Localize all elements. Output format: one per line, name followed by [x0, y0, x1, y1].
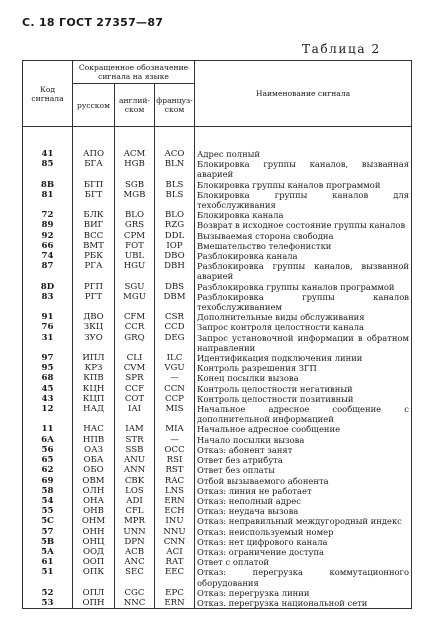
cell-ru: ОБО	[73, 465, 115, 475]
cell-en: CBK	[115, 476, 155, 486]
cell-code: 66	[23, 241, 73, 251]
cell-fr: BLS	[155, 180, 195, 190]
cell-fr: IOP	[155, 241, 195, 251]
cell-code: 5A	[23, 547, 73, 557]
cell-en: MGB	[115, 190, 155, 210]
table-row	[23, 496, 412, 506]
cell-fr: MIA	[155, 424, 195, 434]
cell-fr: BLS	[155, 190, 195, 210]
cell-name: Разблокировка канала	[195, 251, 412, 261]
cell-code: 65	[23, 455, 73, 465]
cell-fr: ERN	[155, 496, 195, 506]
cell-code: 11	[23, 424, 73, 434]
cell-en: SPR	[115, 373, 155, 383]
cell-en: ANC	[115, 557, 155, 567]
cell-name: Разблокировка группы каналов программой	[195, 282, 412, 292]
cell-en: CVM	[115, 363, 155, 373]
cell-en: UBL	[115, 251, 155, 261]
cell-code: 53	[23, 598, 73, 609]
table-row	[23, 282, 412, 292]
cell-ru: ОПК	[73, 567, 115, 587]
cell-ru: ОБА	[73, 455, 115, 465]
table-row	[23, 476, 412, 486]
cell-fr: RSI	[155, 455, 195, 465]
cell-en: BLO	[115, 210, 155, 220]
cell-code: 85	[23, 159, 73, 179]
cell-code: 81	[23, 190, 73, 210]
cell-code: 83	[23, 292, 73, 312]
cell-name: Ответ без оплаты	[195, 465, 412, 475]
cell-ru: ОПН	[73, 598, 115, 609]
cell-en: GRQ	[115, 333, 155, 353]
table-row	[23, 384, 412, 394]
cell-en: SGB	[115, 180, 155, 190]
cell-code: 62	[23, 465, 73, 475]
cell-ru: РГТ	[73, 292, 115, 312]
cell-ru: КЦП	[73, 394, 115, 404]
cell-fr: ECH	[155, 506, 195, 516]
cell-name: Разблокировка группы каналов, вызванной аварией	[195, 261, 412, 281]
cell-ru: НАС	[73, 424, 115, 434]
cell-en: CPM	[115, 231, 155, 241]
cell-name: Отказ: неправильный междугородный индекс	[195, 516, 412, 526]
cell-code: 8D	[23, 282, 73, 292]
cell-fr: ILC	[155, 353, 195, 363]
cell-code: 5C	[23, 516, 73, 526]
cell-en: CCR	[115, 322, 155, 332]
cell-ru: ВМТ	[73, 241, 115, 251]
cell-en: COT	[115, 394, 155, 404]
cell-en: SEC	[115, 567, 155, 587]
cell-fr: EPC	[155, 588, 195, 598]
cell-ru: БГА	[73, 159, 115, 179]
cell-code: 69	[23, 476, 73, 486]
table-row	[23, 435, 412, 445]
cell-code: 56	[23, 445, 73, 455]
cell-fr: CCN	[155, 384, 195, 394]
cell-fr: CCP	[155, 394, 195, 404]
cell-code: 68	[23, 373, 73, 383]
cell-name: Отказ: ограничение доступа	[195, 547, 412, 557]
cell-en: SSB	[115, 445, 155, 455]
cell-en: LOS	[115, 486, 155, 496]
table-row	[23, 516, 412, 526]
cell-ru: РГП	[73, 282, 115, 292]
cell-name: Блокировка группы каналов программой	[195, 180, 412, 190]
cell-fr: ERN	[155, 598, 195, 609]
cell-name: Отказ: линия не работает	[195, 486, 412, 496]
cell-code: 31	[23, 333, 73, 353]
cell-name: Запрос контроля целостности канала	[195, 322, 412, 332]
cell-en: NNC	[115, 598, 155, 609]
cell-name: Отказ: нет цифрового канала	[195, 537, 412, 547]
cell-name: Адрес полный	[195, 149, 412, 159]
cell-ru: КПВ	[73, 373, 115, 383]
table-row	[23, 567, 412, 587]
table-row	[23, 353, 412, 363]
cell-ru: БЛК	[73, 210, 115, 220]
table-row	[23, 373, 412, 383]
table-row	[23, 527, 412, 537]
cell-name: Дополнительные виды обслуживания	[195, 312, 412, 322]
table-body	[23, 127, 412, 609]
cell-name: Запрос установочной информации в обратном направлении	[195, 333, 412, 353]
cell-ru: ВСС	[73, 231, 115, 241]
cell-en: HGB	[115, 159, 155, 179]
cell-code: 89	[23, 220, 73, 230]
cell-ru: НПВ	[73, 435, 115, 445]
cell-ru: РГА	[73, 261, 115, 281]
cell-fr: RAC	[155, 476, 195, 486]
col-header-name: Наименование сигнала	[195, 61, 412, 127]
cell-name: Вызываемая сторона свободна	[195, 231, 412, 241]
cell-ru: ОНА	[73, 496, 115, 506]
table-row	[23, 312, 412, 322]
cell-name: Контроль целостности позитивный	[195, 394, 412, 404]
cell-name: Вмешательство телефонистки	[195, 241, 412, 251]
table-row	[23, 404, 412, 424]
cell-en: SGU	[115, 282, 155, 292]
cell-fr: ACO	[155, 149, 195, 159]
cell-ru: НАД	[73, 404, 115, 424]
cell-fr: NNU	[155, 527, 195, 537]
table-row	[23, 159, 412, 179]
table-row	[23, 394, 412, 404]
cell-fr: BLN	[155, 159, 195, 179]
table-row	[23, 506, 412, 516]
cell-name: Конец посылки вызова	[195, 373, 412, 383]
cell-name: Разблокировка группы каналов техобслуживанием	[195, 292, 412, 312]
cell-fr: DDL	[155, 231, 195, 241]
cell-fr: BLO	[155, 210, 195, 220]
table-row	[23, 292, 412, 312]
cell-ru: БГТ	[73, 190, 115, 210]
cell-name: Отбой вызываемого абонента	[195, 476, 412, 486]
cell-en: UNN	[115, 527, 155, 537]
cell-name: Блокировка группы каналов, вызванная аварией	[195, 159, 412, 179]
col-header-en: англий-ском	[115, 84, 155, 127]
cell-code: 6A	[23, 435, 73, 445]
cell-en: CFM	[115, 312, 155, 322]
cell-fr: CCD	[155, 322, 195, 332]
cell-name: Отказ: неиспользуемый номер	[195, 527, 412, 537]
cell-fr: DBO	[155, 251, 195, 261]
cell-fr: RST	[155, 465, 195, 475]
cell-code: 51	[23, 567, 73, 587]
table-title: Таблица 2	[302, 42, 381, 56]
header-gap-row	[23, 127, 412, 150]
table-row	[23, 486, 412, 496]
cell-ru: КРЗ	[73, 363, 115, 373]
cell-code: 87	[23, 261, 73, 281]
cell-ru: ОВМ	[73, 476, 115, 486]
cell-name: Контроль разрешения ЗГП	[195, 363, 412, 373]
cell-name: Отказ: абонент занят	[195, 445, 412, 455]
signal-table	[22, 60, 412, 609]
cell-name: Контроль целостности негативный	[195, 384, 412, 394]
cell-code: 5B	[23, 537, 73, 547]
cell-code: 57	[23, 527, 73, 537]
cell-en: ACB	[115, 547, 155, 557]
table-row	[23, 598, 412, 609]
cell-fr: CNN	[155, 537, 195, 547]
cell-fr: RZG	[155, 220, 195, 230]
cell-en: GRS	[115, 220, 155, 230]
cell-ru: ОПЛ	[73, 588, 115, 598]
cell-name: Отказ: неполный адрес	[195, 496, 412, 506]
table-row	[23, 322, 412, 332]
cell-name: Отказ: перегрузка линии	[195, 588, 412, 598]
cell-name: Начало посылки вызова	[195, 435, 412, 445]
cell-code: 12	[23, 404, 73, 424]
cell-en: ANU	[115, 455, 155, 465]
cell-en: CFL	[115, 506, 155, 516]
cell-code: 41	[23, 149, 73, 159]
table-row	[23, 588, 412, 598]
cell-fr: DBH	[155, 261, 195, 281]
cell-en: IAI	[115, 404, 155, 424]
cell-en: CCF	[115, 384, 155, 394]
cell-code: 45	[23, 384, 73, 394]
table-row	[23, 333, 412, 353]
cell-name: Отказ: неудача вызова	[195, 506, 412, 516]
cell-en: MPR	[115, 516, 155, 526]
cell-ru: ОНМ	[73, 516, 115, 526]
cell-ru: ОНВ	[73, 506, 115, 516]
cell-name: Начальное адресное сообщение с дополнительной информацией	[195, 404, 412, 424]
cell-name: Блокировка группы каналов для техобслуживания	[195, 190, 412, 210]
cell-name: Начальное адресное сообщение	[195, 424, 412, 434]
cell-ru: ДВО	[73, 312, 115, 322]
table-row	[23, 557, 412, 567]
table-row	[23, 445, 412, 455]
cell-fr: OCC	[155, 445, 195, 455]
table-row	[23, 210, 412, 220]
cell-code: 54	[23, 496, 73, 506]
cell-fr: VGU	[155, 363, 195, 373]
cell-ru: ООД	[73, 547, 115, 557]
cell-name: Возврат в исходное состояние группы каналов	[195, 220, 412, 230]
cell-ru: ОЛН	[73, 486, 115, 496]
cell-code: 76	[23, 322, 73, 332]
cell-fr: CSR	[155, 312, 195, 322]
cell-code: 52	[23, 588, 73, 598]
table-row	[23, 547, 412, 557]
cell-en: FOT	[115, 241, 155, 251]
col-header-ru: русском	[73, 84, 115, 127]
cell-ru: РБК	[73, 251, 115, 261]
cell-en: CGC	[115, 588, 155, 598]
cell-code: 72	[23, 210, 73, 220]
cell-fr: LNS	[155, 486, 195, 496]
cell-en: ANN	[115, 465, 155, 475]
cell-name: Отказ: перегрузка коммутационного оборудования	[195, 567, 412, 587]
cell-code: 95	[23, 363, 73, 373]
table-row	[23, 149, 412, 159]
cell-ru: КЦН	[73, 384, 115, 394]
cell-fr: —	[155, 373, 195, 383]
cell-code: 92	[23, 231, 73, 241]
cell-code: 91	[23, 312, 73, 322]
cell-en: MGU	[115, 292, 155, 312]
table-row	[23, 220, 412, 230]
cell-code: 61	[23, 557, 73, 567]
cell-code: 55	[23, 506, 73, 516]
cell-ru: ОНЦ	[73, 537, 115, 547]
col-header-code: Код сигнала	[23, 61, 73, 127]
cell-fr: ACI	[155, 547, 195, 557]
cell-en: DPN	[115, 537, 155, 547]
table-row	[23, 424, 412, 434]
table-row	[23, 261, 412, 281]
page-header: С. 18 ГОСТ 27357—87	[22, 16, 164, 29]
cell-fr: DBS	[155, 282, 195, 292]
table-row	[23, 251, 412, 261]
col-header-fr: француз-ском	[155, 84, 195, 127]
table-row	[23, 537, 412, 547]
cell-en: IAM	[115, 424, 155, 434]
cell-fr: RAT	[155, 557, 195, 567]
cell-name: Блокировка канала	[195, 210, 412, 220]
table-row	[23, 190, 412, 210]
cell-ru: ВИГ	[73, 220, 115, 230]
col-header-abbr-group: Сокращенное обозначение сигнала на языке	[73, 61, 195, 84]
cell-ru: ЗКЦ	[73, 322, 115, 332]
cell-fr: MIS	[155, 404, 195, 424]
cell-name: Отказ. перегрузка национальной сети	[195, 598, 412, 609]
cell-ru: ОНН	[73, 527, 115, 537]
cell-ru: ООП	[73, 557, 115, 567]
cell-ru: ЗУО	[73, 333, 115, 353]
cell-ru: ИПЛ	[73, 353, 115, 363]
cell-code: 43	[23, 394, 73, 404]
cell-code: 58	[23, 486, 73, 496]
cell-name: Ответ с оплатой	[195, 557, 412, 567]
cell-en: ACM	[115, 149, 155, 159]
cell-name: Идентификация подключения линии	[195, 353, 412, 363]
cell-ru: АПО	[73, 149, 115, 159]
cell-code: 8B	[23, 180, 73, 190]
table-row	[23, 180, 412, 190]
cell-en: STR	[115, 435, 155, 445]
table-row	[23, 455, 412, 465]
cell-name: Ответ без атрибута	[195, 455, 412, 465]
cell-fr: —	[155, 435, 195, 445]
table-row	[23, 231, 412, 241]
table-row	[23, 363, 412, 373]
cell-ru: ОАЗ	[73, 445, 115, 455]
cell-en: CLI	[115, 353, 155, 363]
cell-fr: INU	[155, 516, 195, 526]
cell-ru: БГП	[73, 180, 115, 190]
cell-fr: DEG	[155, 333, 195, 353]
table-row	[23, 241, 412, 251]
cell-en: HGU	[115, 261, 155, 281]
cell-en: ADI	[115, 496, 155, 506]
cell-code: 74	[23, 251, 73, 261]
cell-code: 97	[23, 353, 73, 363]
cell-fr: DBM	[155, 292, 195, 312]
cell-fr: EEC	[155, 567, 195, 587]
table-row	[23, 465, 412, 475]
